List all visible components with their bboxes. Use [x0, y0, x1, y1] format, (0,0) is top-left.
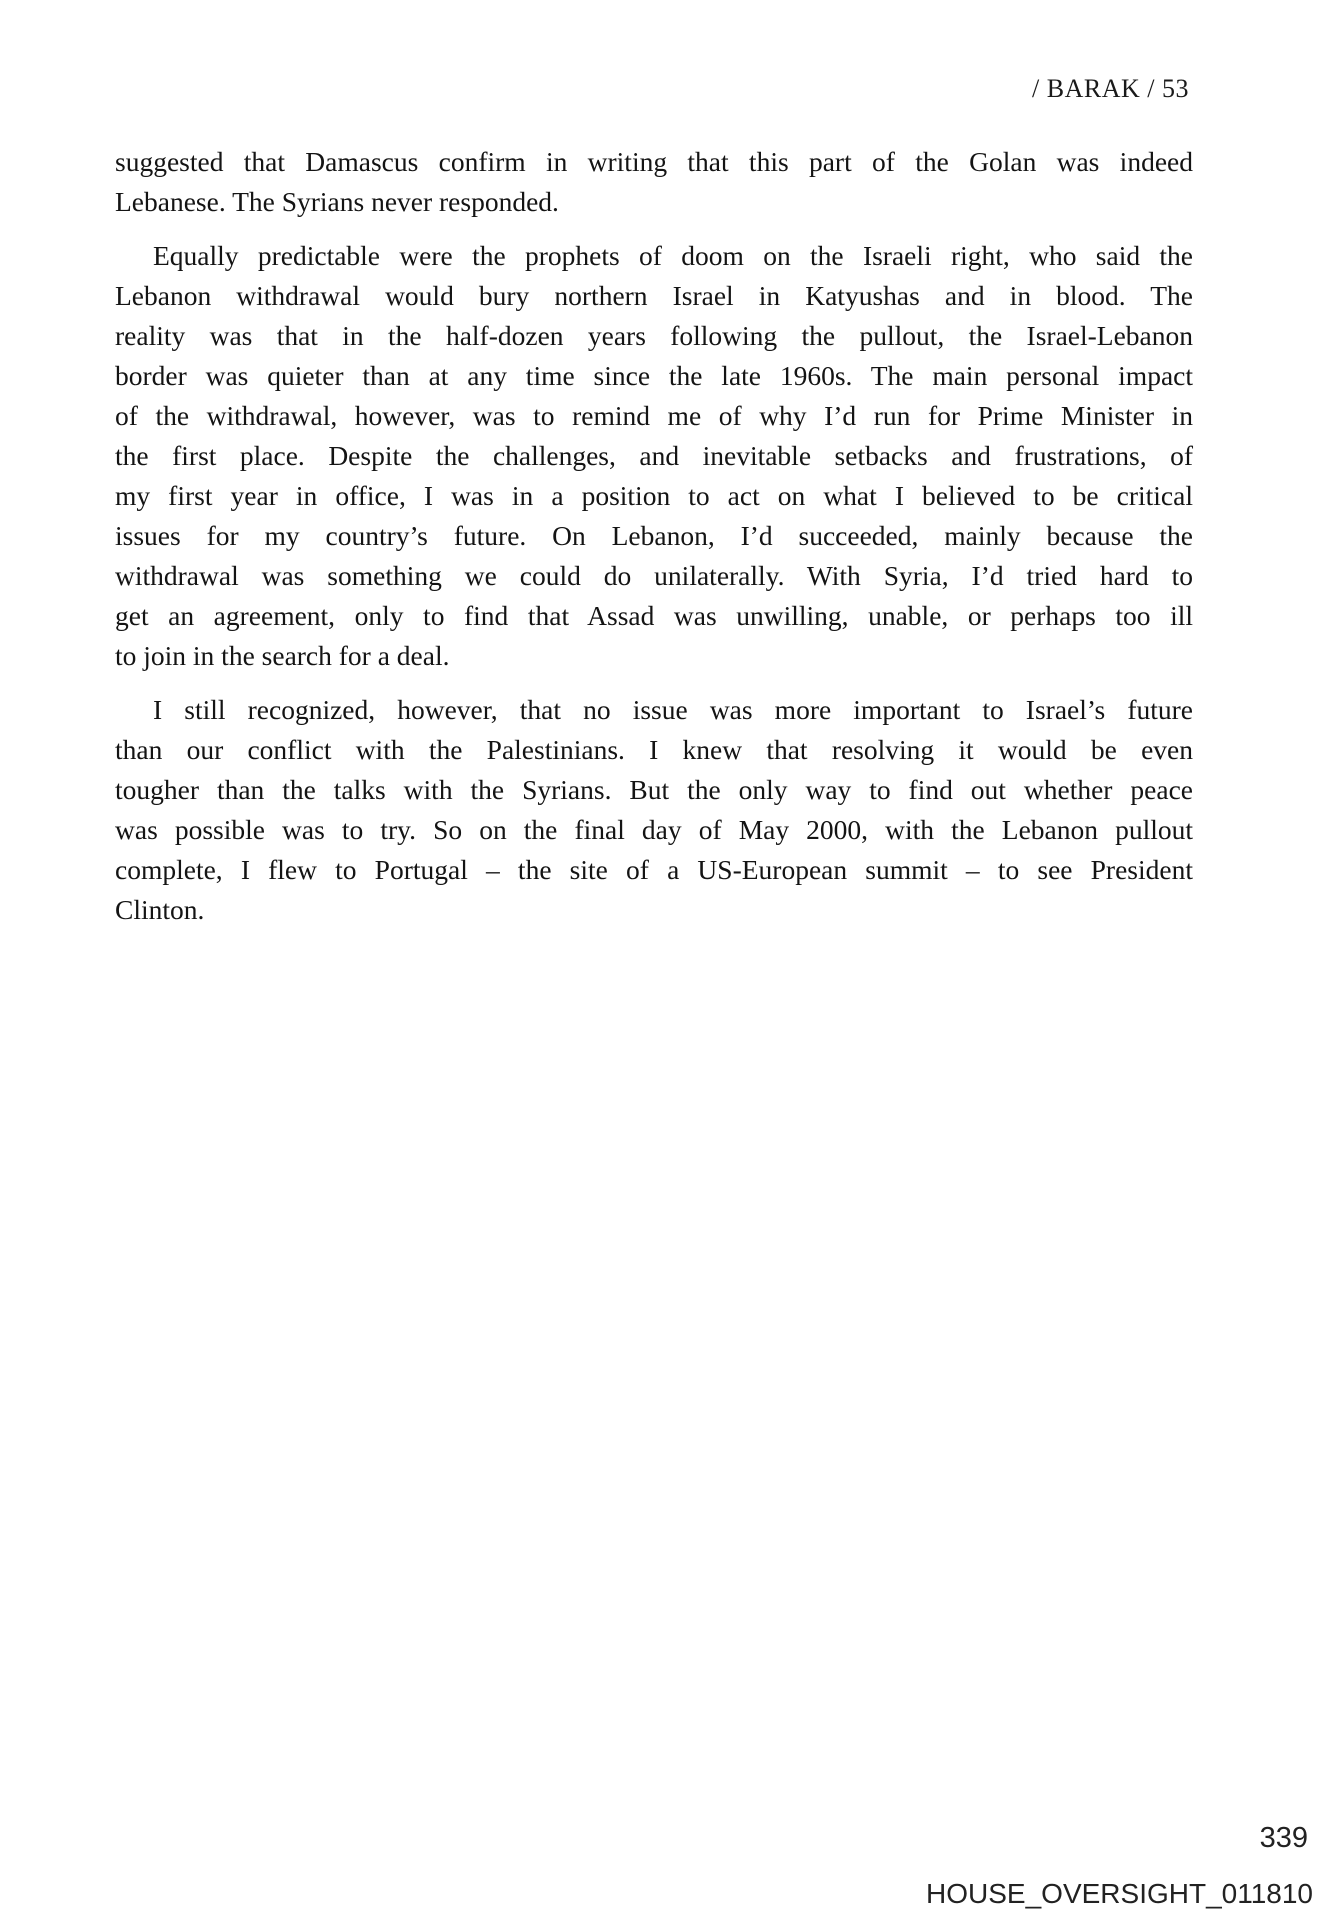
bates-stamp: HOUSE_OVERSIGHT_011810 — [926, 1878, 1313, 1909]
paragraph — [115, 690, 1193, 930]
text-line: of the withdrawal, however, was to remind me of why I’d run for Prime Minister in — [115, 400, 1193, 431]
text-line: was possible was to try. So on the final day of May 2000, with the Lebanon pullout — [115, 814, 1193, 845]
text-line: to join in the search for a deal. — [115, 640, 450, 671]
text-line: Equally predictable were the prophets of doom on the Israeli right, who said the — [153, 240, 1193, 271]
paragraph — [115, 236, 1193, 676]
text-line: complete, I flew to Portugal – the site of a US-European summit – to see President — [115, 854, 1193, 885]
text-line: reality was that in the half-dozen years following the pullout, the Israel-Lebanon — [115, 320, 1193, 351]
text-line: get an agreement, only to find that Assad was unwilling, unable, or perhaps too ill — [115, 600, 1193, 631]
page-number: 339 — [1259, 1822, 1308, 1854]
page-body — [115, 142, 1193, 930]
running-head: / BARAK / 53 — [1032, 74, 1189, 103]
paragraph — [115, 142, 1193, 222]
text-line: Clinton. — [115, 894, 205, 925]
text-line: border was quieter than at any time since the late 1960s. The main personal impact — [115, 360, 1193, 391]
text-line: withdrawal was something we could do unilaterally. With Syria, I’d tried hard to — [115, 560, 1193, 591]
text-line: I still recognized, however, that no issue was more important to Israel’s future — [153, 694, 1193, 725]
text-line: Lebanon withdrawal would bury northern Israel in Katyushas and in blood. The — [115, 280, 1193, 311]
text-line: the first place. Despite the challenges, and inevitable setbacks and frustrations, of — [115, 440, 1193, 471]
text-line: my first year in office, I was in a position to act on what I believed to be critical — [115, 480, 1193, 511]
text-line: suggested that Damascus confirm in writing that this part of the Golan was indeed — [115, 146, 1193, 177]
text-line: than our conflict with the Palestinians. I knew that resolving it would be even — [115, 734, 1193, 765]
text-line: tougher than the talks with the Syrians. But the only way to find out whether peace — [115, 774, 1193, 805]
text-line: Lebanese. The Syrians never responded. — [115, 186, 559, 217]
text-line: issues for my country’s future. On Lebanon, I’d succeeded, mainly because the — [115, 520, 1193, 551]
